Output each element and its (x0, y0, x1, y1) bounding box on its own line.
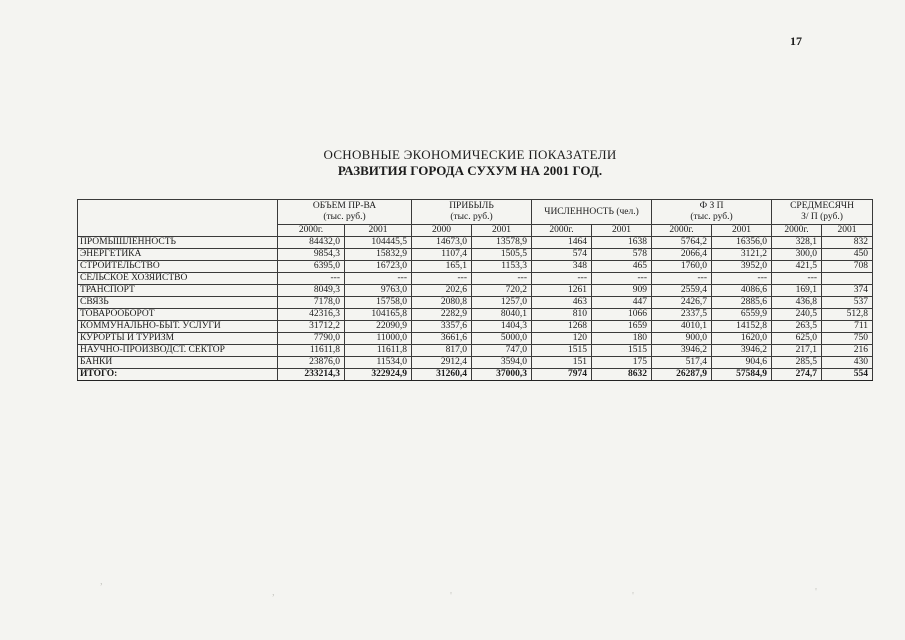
table-cell: 180 (592, 333, 652, 345)
table-row (78, 273, 873, 285)
year-header-cell: 2000г. (532, 225, 592, 237)
table-cell: 4086,6 (712, 285, 772, 297)
scan-mark: , (100, 575, 103, 587)
table-body (78, 237, 873, 381)
table-cell: 11611,8 (345, 345, 412, 357)
group-header-profit: ПРИБЫЛЬ (тыс. руб.) (412, 200, 532, 225)
row-label: ТОВАРООБОРОТ (78, 309, 278, 321)
row-label: КУРОРТЫ И ТУРИЗМ (78, 333, 278, 345)
year-header-cell: 2000г. (772, 225, 822, 237)
table-cell: 26287,9 (652, 369, 712, 381)
table-row (78, 297, 873, 309)
table-cell: 1620,0 (712, 333, 772, 345)
year-header-cell: 2001 (712, 225, 772, 237)
row-label: ПРОМЫШЛЕННОСТЬ (78, 237, 278, 249)
table-cell: 2066,4 (652, 249, 712, 261)
row-label: ЭНЕРГЕТИКА (78, 249, 278, 261)
table-row (78, 249, 873, 261)
table-cell: 9854,3 (278, 249, 345, 261)
table-row (78, 357, 873, 369)
table-cell: 708 (822, 261, 873, 273)
table-cell: 810 (532, 309, 592, 321)
table-cell: 909 (592, 285, 652, 297)
table-cell: 1268 (532, 321, 592, 333)
table-cell: 3121,2 (712, 249, 772, 261)
year-header-cell: 2001 (345, 225, 412, 237)
table-cell: 57584,9 (712, 369, 772, 381)
table-cell: 374 (822, 285, 873, 297)
table-cell: 120 (532, 333, 592, 345)
table-cell: 1404,3 (472, 321, 532, 333)
table-cell: 832 (822, 237, 873, 249)
group-header-headcount: ЧИСЛЕННОСТЬ (чел.) (532, 200, 652, 225)
table-cell (822, 273, 873, 285)
year-header-cell: 2001 (472, 225, 532, 237)
table-cell: 2912,4 (412, 357, 472, 369)
table-cell: 7790,0 (278, 333, 345, 345)
table-cell: 13578,9 (472, 237, 532, 249)
table-cell: 1515 (592, 345, 652, 357)
document-subtitle: РАЗВИТИЯ ГОРОДА СУХУМ НА 2001 ГОД. (337, 163, 603, 178)
table-cell: 2559,4 (652, 285, 712, 297)
table-cell: 436,8 (772, 297, 822, 309)
total-label: ИТОГО: (78, 369, 278, 381)
table-cell: 165,1 (412, 261, 472, 273)
row-label-header (78, 200, 278, 237)
table-cell: 7974 (532, 369, 592, 381)
table-cell: 3952,0 (712, 261, 772, 273)
table-cell: 104165,8 (345, 309, 412, 321)
table-cell: 42316,3 (278, 309, 345, 321)
table-cell: 747,0 (472, 345, 532, 357)
table-cell: 175 (592, 357, 652, 369)
table-cell: 328,1 (772, 237, 822, 249)
table-cell: 322924,9 (345, 369, 412, 381)
table-cell: --- (412, 273, 472, 285)
table-cell: 31712,2 (278, 321, 345, 333)
group-header-payroll-fund: Ф З П (тыс. руб.) (652, 200, 772, 225)
table-cell: 202,6 (412, 285, 472, 297)
table-cell: 216 (822, 345, 873, 357)
table-cell: --- (278, 273, 345, 285)
scan-mark: ' (632, 590, 634, 602)
table-cell: 11534,0 (345, 357, 412, 369)
table-cell: 3946,2 (652, 345, 712, 357)
table-row (78, 261, 873, 273)
table-cell: --- (592, 273, 652, 285)
table-cell: 9763,0 (345, 285, 412, 297)
table-cell: 817,0 (412, 345, 472, 357)
table-cell: 3661,6 (412, 333, 472, 345)
table-cell: 84432,0 (278, 237, 345, 249)
table-cell: 348 (532, 261, 592, 273)
economic-indicators-table (77, 199, 873, 381)
table-cell: 11611,8 (278, 345, 345, 357)
table-cell: 8632 (592, 369, 652, 381)
group-header-row (78, 200, 873, 225)
table-cell: 15758,0 (345, 297, 412, 309)
year-header-cell: 2000 (412, 225, 472, 237)
table-cell: 16356,0 (712, 237, 772, 249)
year-header-cell: 2000г. (278, 225, 345, 237)
year-header-cell: 2001 (822, 225, 873, 237)
row-label: КОММУНАЛЬНО-БЫТ. УСЛУГИ (78, 321, 278, 333)
table-cell: 1464 (532, 237, 592, 249)
table-row (78, 321, 873, 333)
table-cell: --- (652, 273, 712, 285)
table-cell: 750 (822, 333, 873, 345)
table-cell: --- (472, 273, 532, 285)
row-label: СЕЛЬСКОЕ ХОЗЯЙСТВО (78, 273, 278, 285)
table-cell: 1153,3 (472, 261, 532, 273)
total-row (78, 369, 873, 381)
table-cell: 6395,0 (278, 261, 345, 273)
table-cell: 1515 (532, 345, 592, 357)
table-cell: 240,5 (772, 309, 822, 321)
table-cell: 169,1 (772, 285, 822, 297)
table-row (78, 285, 873, 297)
table-cell: 233214,3 (278, 369, 345, 381)
table-cell: 904,6 (712, 357, 772, 369)
row-label: БАНКИ (78, 357, 278, 369)
table-cell: 8040,1 (472, 309, 532, 321)
table-cell: 1261 (532, 285, 592, 297)
table-cell: 23876,0 (278, 357, 345, 369)
table-cell: 447 (592, 297, 652, 309)
table-cell: --- (532, 273, 592, 285)
table-cell: --- (345, 273, 412, 285)
group-header-avg-monthly-salary: СРЕДМЕСЯЧН З/ П (руб.) (772, 200, 873, 225)
table-cell: 2080,8 (412, 297, 472, 309)
table-cell: 2337,5 (652, 309, 712, 321)
table-cell: 37000,3 (472, 369, 532, 381)
table-cell: 2885,6 (712, 297, 772, 309)
table-cell: 711 (822, 321, 873, 333)
table-cell: 16723,0 (345, 261, 412, 273)
table-cell: 1066 (592, 309, 652, 321)
table-cell: 512,8 (822, 309, 873, 321)
table-cell: 1505,5 (472, 249, 532, 261)
table-cell: 5764,2 (652, 237, 712, 249)
table-cell: 578 (592, 249, 652, 261)
table-cell: 517,4 (652, 357, 712, 369)
table-cell: 8049,3 (278, 285, 345, 297)
table-cell: 554 (822, 369, 873, 381)
table-cell: 2282,9 (412, 309, 472, 321)
table-cell: 300,0 (772, 249, 822, 261)
table-cell: 7178,0 (278, 297, 345, 309)
table-cell: 1257,0 (472, 297, 532, 309)
table-cell: 285,5 (772, 357, 822, 369)
table-cell: 14673,0 (412, 237, 472, 249)
table-row (78, 345, 873, 357)
scan-mark: , (272, 586, 275, 598)
table-cell: 465 (592, 261, 652, 273)
table-cell: 1638 (592, 237, 652, 249)
table-cell: 4010,1 (652, 321, 712, 333)
table-cell: 430 (822, 357, 873, 369)
table-cell: --- (772, 273, 822, 285)
table-cell: 3357,6 (412, 321, 472, 333)
table-cell: 625,0 (772, 333, 822, 345)
row-label: СВЯЗЬ (78, 297, 278, 309)
table-row (78, 237, 873, 249)
table-cell: 574 (532, 249, 592, 261)
row-label: НАУЧНО-ПРОИЗВОДСТ. СЕКТОР (78, 345, 278, 357)
table-row (78, 333, 873, 345)
table-cell: 274,7 (772, 369, 822, 381)
table-cell: 1760,0 (652, 261, 712, 273)
table-cell: 11000,0 (345, 333, 412, 345)
year-header-cell: 2001 (592, 225, 652, 237)
table-cell: 263,5 (772, 321, 822, 333)
table-cell: 104445,5 (345, 237, 412, 249)
group-header-volume: ОБЪЕМ ПР-ВА (тыс. руб.) (278, 200, 412, 225)
table-cell: 3946,2 (712, 345, 772, 357)
table-cell: 151 (532, 357, 592, 369)
table-cell: 5000,0 (472, 333, 532, 345)
table-cell: 1107,4 (412, 249, 472, 261)
table-cell: 537 (822, 297, 873, 309)
table-cell: 31260,4 (412, 369, 472, 381)
year-header-cell: 2000г. (652, 225, 712, 237)
table-cell: 900,0 (652, 333, 712, 345)
table-cell: 1659 (592, 321, 652, 333)
table-cell: 421,5 (772, 261, 822, 273)
table-cell: 450 (822, 249, 873, 261)
scan-mark: ' (450, 590, 452, 602)
table-cell: 15832,9 (345, 249, 412, 261)
table-cell: 22090,9 (345, 321, 412, 333)
row-label: ТРАНСПОРТ (78, 285, 278, 297)
row-label: СТРОИТЕЛЬСТВО (78, 261, 278, 273)
table-cell: 2426,7 (652, 297, 712, 309)
table-row (78, 309, 873, 321)
table-cell: 14152,8 (712, 321, 772, 333)
scan-mark: ' (815, 586, 817, 598)
table-cell: 3594,0 (472, 357, 532, 369)
table-cell: 217,1 (772, 345, 822, 357)
document-title: ОСНОВНЫЕ ЭКОНОМИЧЕСКИЕ ПОКАЗАТЕЛИ (323, 147, 617, 162)
table-cell: 6559,9 (712, 309, 772, 321)
table-cell: 720,2 (472, 285, 532, 297)
page-number: 17 (790, 34, 802, 48)
table-cell: 463 (532, 297, 592, 309)
table-cell: --- (712, 273, 772, 285)
